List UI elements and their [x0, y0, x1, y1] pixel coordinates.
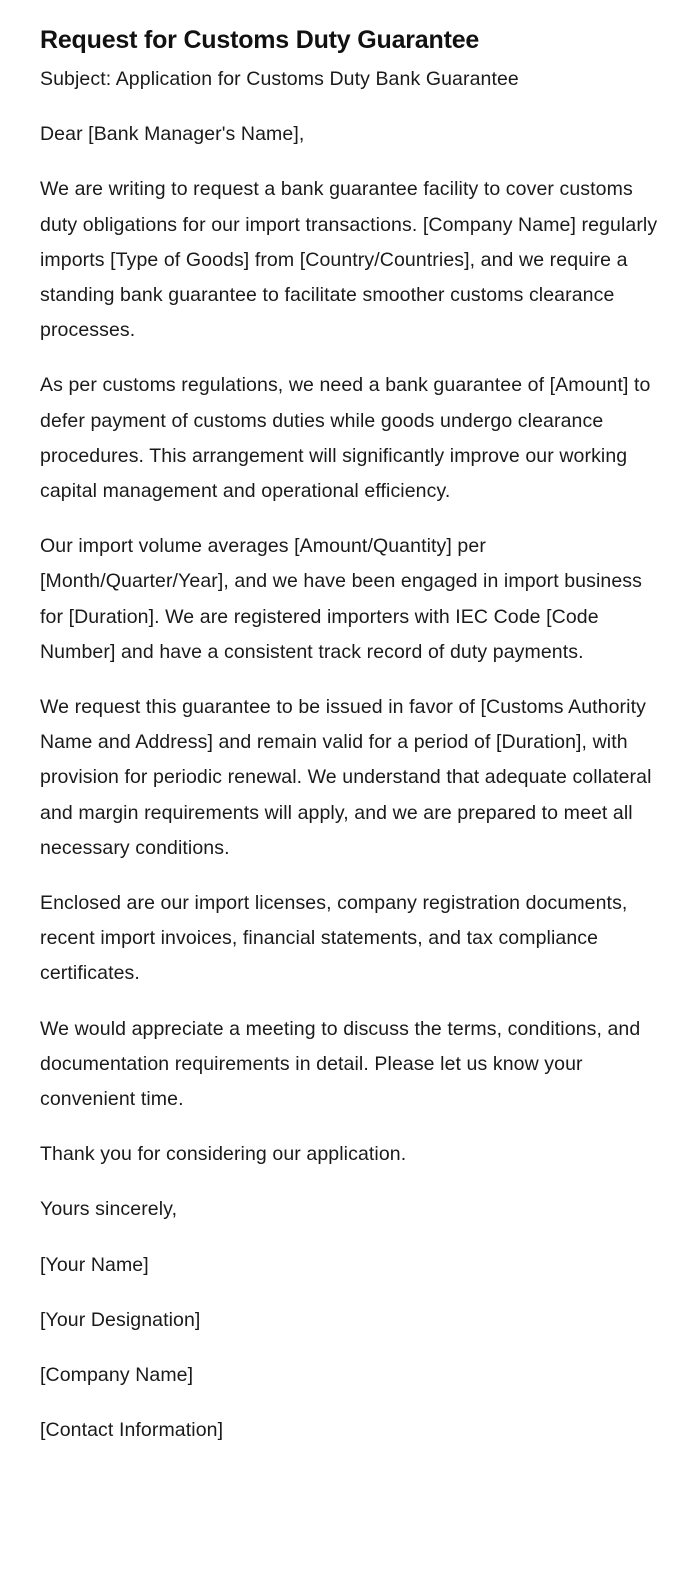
- signature-contact: [Contact Information]: [40, 1419, 224, 1442]
- body-paragraph-thanks: Thank you for considering our application.: [40, 1143, 407, 1166]
- letter-salutation: Dear [Bank Manager's Name],: [40, 123, 305, 146]
- letter-title: Request for Customs Duty Guarantee: [40, 26, 480, 54]
- signature-company: [Company Name]: [40, 1364, 194, 1387]
- body-paragraph-enclosures: Enclosed are our import licenses, company registration documents, recent import invoices, financial statements, and tax compliance certificates.: [40, 892, 628, 985]
- body-paragraph-request: We are writing to request a bank guarantee facility to cover customs duty obligations for our import transactions. [Company Name] regularly imports [Type of Goods] from [Country/Countries], and we require a standing bank guarantee to facilitate smoother customs clearance processes.: [40, 178, 658, 342]
- body-paragraph-import-volume: Our import volume averages [Amount/Quantity] per [Month/Quarter/Year], and we have been engaged in import business for [Duration]. We are registered importers with IEC Code [Code Number] and have a consistent track record of duty payments.: [40, 535, 642, 663]
- letter-subject: Subject: Application for Customs Duty Bank Guarantee: [40, 68, 519, 90]
- body-paragraph-meeting: We would appreciate a meeting to discuss the terms, conditions, and documentation requirements in detail. Please let us know your convenient time.: [40, 1017, 641, 1111]
- signature-designation: [Your Designation]: [40, 1308, 201, 1331]
- body-paragraph-guarantee-terms: We request this guarantee to be issued in favor of [Customs Authority Name and Address] and remain valid for a period of [Duration], with provision for periodic renewal. We understand that adequate collateral and margin requirements will apply, and we are prepared to meet all necessary conditions.: [40, 696, 652, 859]
- signature-name: [Your Name]: [40, 1253, 149, 1276]
- letter-closing: Yours sincerely,: [40, 1198, 178, 1221]
- body-paragraph-regulations: As per customs regulations, we need a bank guarantee of [Amount] to defer payment of customs duties while goods undergo clearance procedures. This arrangement will significantly improve our working capital management and operational efficiency.: [40, 374, 651, 503]
